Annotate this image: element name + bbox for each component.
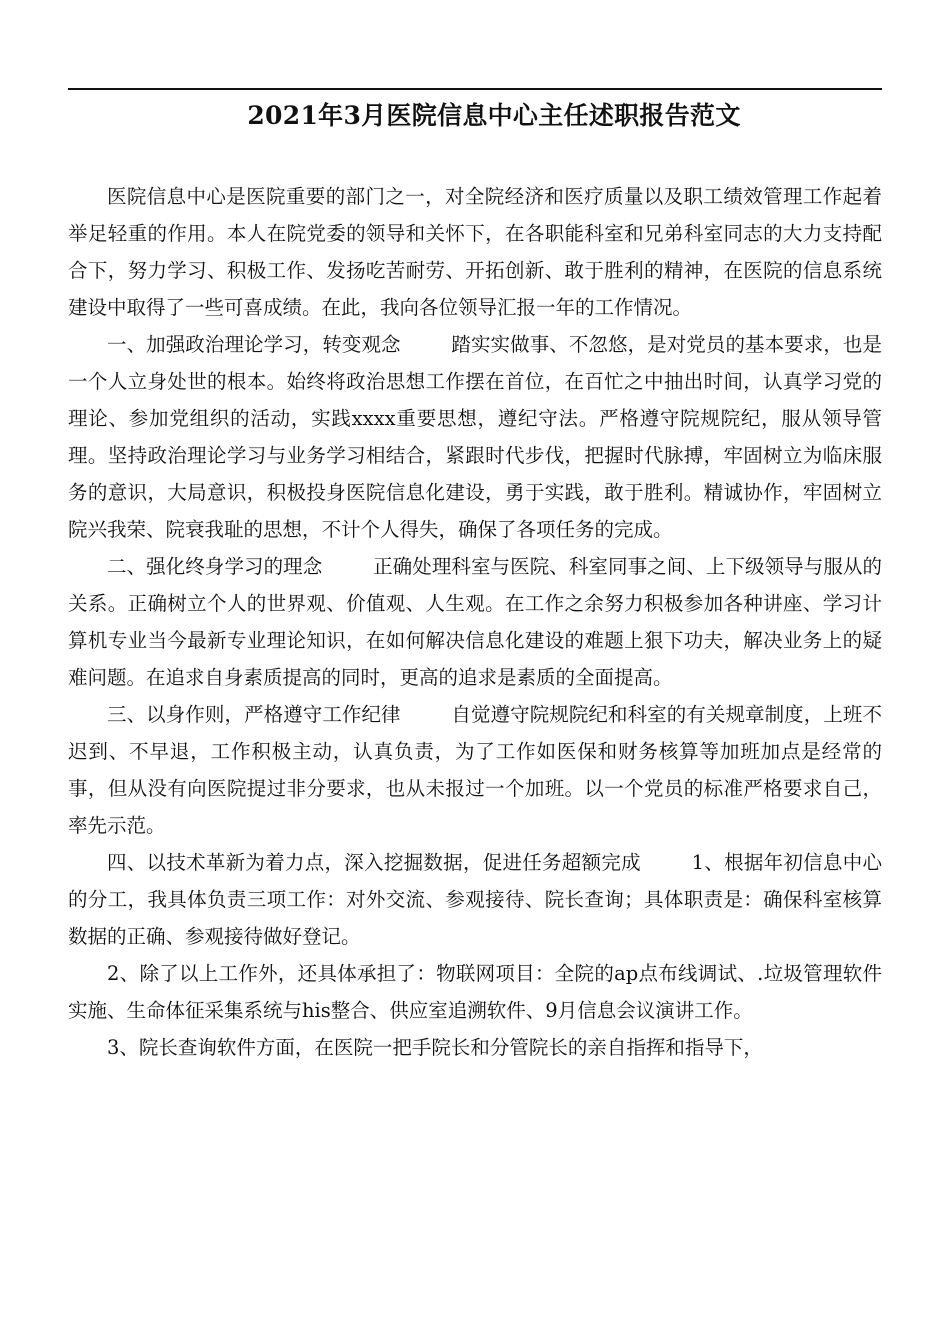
paragraph-text: 医院信息中心是医院重要的部门之一，对全院经济和医疗质量以及职工绩效管理工作起着举足轻重的作用。本人在院党委的领导和关怀下，在各职能科室和兄弟科室同志的大力支持配合下，努力学习、积极工作、发扬吃苦耐劳、开拓创新、敢于胜利的精神，在医院的信息系统建设中取得了一些可喜成绩。在此，我向各位领导汇报一年的工作情况。 — [68, 185, 882, 319]
header-rule — [68, 88, 882, 90]
paragraph-text: 1、根据年初信息中心的分工，我具体负责三项工作：对外交流、参观接待、院长查询；具体职责是：确保科室核算数据的正确、参观接待做好登记。 — [68, 851, 882, 948]
section-heading: 二、强化终身学习的理念 — [107, 555, 323, 578]
paragraph-text: 正确处理科室与医院、科室同事之间、上下级领导与服从的关系。正确树立个人的世界观、价值观、人生观。在工作之余努力积极参加各种讲座、学习计算机专业当今最新专业理论知识，在如何解决信息化建设的难题上狠下功夫，解决业务上的疑难问题。在追求自身素质提高的同时，更高的追求是素质的全面提高。 — [68, 555, 882, 689]
paragraph-text: 踏实实做事、不忽悠，是对党员的基本要求，也是一个人立身处世的根本。始终将政治思想工作摆在首位，在百忙之中抽出时间，认真学习党的理论、参加党组织的活动，实践xxxx重要思想，遵纪守法。严格遵守院规院纪，服从领导管理。坚持政治理论学习与业务学习相结合，紧跟时代步伐，把握时代脉搏，牢固树立为临床服务的意识，大局意识，积极投身医院信息化建设，勇于实践，敢于胜利。精诚协作，牢固树立院兴我荣、院衰我耻的思想，不计个人得失，确保了各项任务的完成。 — [68, 333, 882, 541]
section-heading: 三、以身作则，严格遵守工作纪律 — [107, 703, 401, 726]
paragraph-section-1 — [68, 326, 882, 548]
section-heading: 四、以技术革新为着力点，深入挖掘数据，促进任务超额完成 — [107, 851, 641, 874]
section-heading: 一、加强政治理论学习，转变观念 — [107, 333, 401, 356]
paragraph-section-3 — [68, 696, 882, 844]
paragraph-text: 2、除了以上工作外，还具体承担了：物联网项目：全院的ap点布线调试、.垃圾管理软件实施、生命体征采集系统与his整合、供应室追溯软件、9月信息会议演讲工作。 — [68, 962, 882, 1022]
paragraph-item-3 — [68, 1029, 882, 1066]
paragraph-text: 3、院长查询软件方面，在医院一把手院长和分管院长的亲自指挥和指导下， — [107, 1036, 763, 1059]
paragraph-section-2 — [68, 548, 882, 696]
paragraph-item-2 — [68, 955, 882, 1029]
paragraph-section-4 — [68, 844, 882, 955]
paragraph-intro — [68, 178, 882, 326]
document-body — [68, 178, 882, 1066]
document-title: 2021年3月医院信息中心主任述职报告范文 — [247, 101, 741, 130]
paragraph-text: 自觉遵守院规院纪和科室的有关规章制度，上班不迟到、不早退，工作积极主动，认真负责，为了工作如医保和财务核算等加班加点是经常的事，但从没有向医院提过非分要求，也从未报过一个加班。以一个党员的标准严格要求自己，率先示范。 — [68, 703, 882, 837]
